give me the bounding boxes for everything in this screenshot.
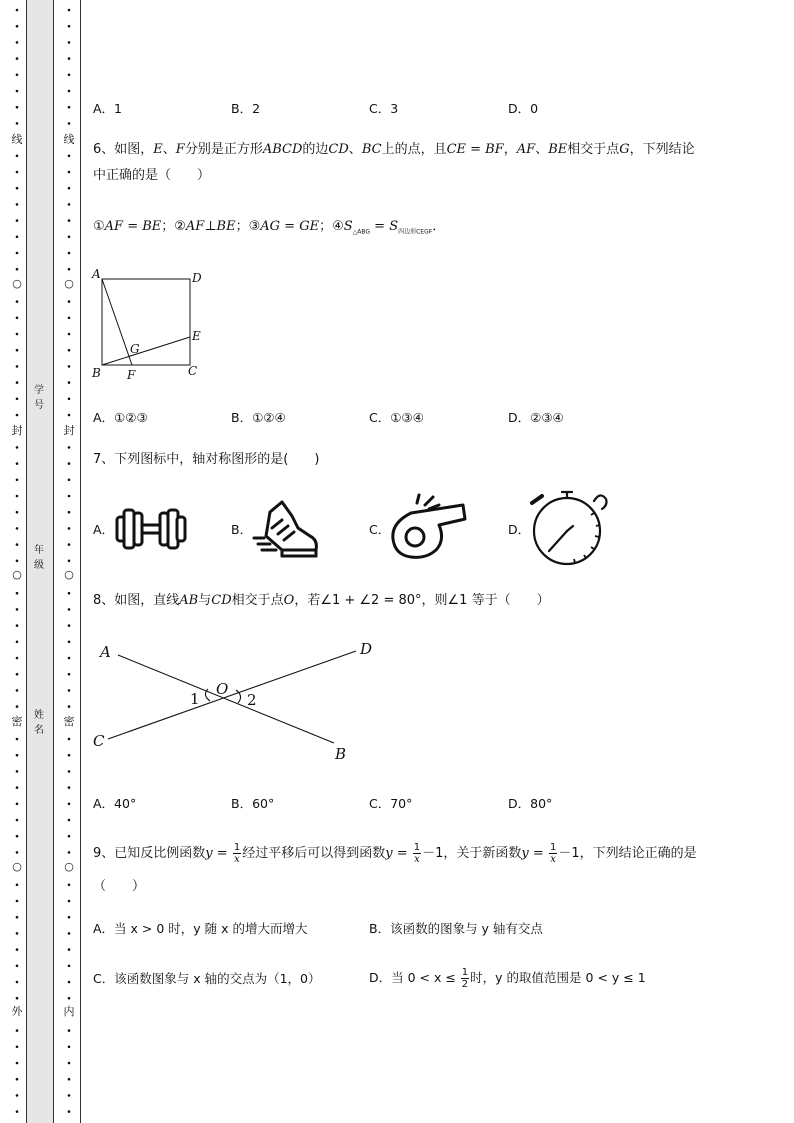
margin-dot [68,74,71,77]
margin-dot [16,608,19,611]
margin-dot [16,916,19,919]
margin-dot [68,835,71,838]
margin-dot [68,997,71,1000]
margin-dot [68,511,71,514]
margin-dot [16,624,19,627]
margin-dot [68,1094,71,1097]
q8-option-b: B．60° [231,796,275,811]
margin-dot [16,268,19,271]
segment-af [102,279,132,365]
margin-dot [16,317,19,320]
margin-dot [16,1029,19,1032]
margin-dot [68,624,71,627]
margin-dot [68,657,71,660]
margin-dot [68,462,71,465]
q6-square-figure [88,263,218,385]
margin-dot [16,641,19,644]
q9-option-a: A．当 x > 0 时，y 随 x 的增大而增大 [93,921,308,936]
q5-option-a: A．1 [93,101,123,116]
line-ab [118,655,334,743]
angle-1-arc [205,689,210,701]
margin-dot [16,1110,19,1113]
label-d: D [192,271,202,285]
margin-dot [68,333,71,336]
outer-circle-2: ○ [12,568,22,581]
q9-fraction-3: $\frac{1}{x}$ [549,842,557,865]
margin-dot [68,592,71,595]
margin-dot [16,527,19,530]
q6-option-d: D．②③④ [508,410,564,425]
margin-dot [16,155,19,158]
margin-dot [68,981,71,984]
label-d: D [360,640,373,658]
margin-dot [68,57,71,60]
q9-fraction-2: $\frac{1}{x}$ [413,842,421,865]
margin-dot [16,25,19,28]
margin-dot [68,884,71,887]
margin-dot [16,74,19,77]
margin-dot [16,835,19,838]
margin-dot [68,495,71,498]
margin-dot [68,381,71,384]
margin-dot [16,884,19,887]
margin-dot [68,300,71,303]
margin-dot [16,446,19,449]
margin-dot [68,738,71,741]
margin-dot [68,236,71,239]
margin-dot [68,673,71,676]
margin-dot [68,641,71,644]
q9-stem: 9、已知反比例函数y = $\frac{1}{x}$ 经过平移后可以得到函数y = $\frac{1}{x}$ －1，关于新函数y = $\frac{1}{x}$ －1，下列结论正确的是 [93,842,697,865]
margin-dot [16,495,19,498]
margin-dot [68,203,71,206]
stopwatch-icon [528,487,612,567]
label-a: A [100,643,111,661]
q6-option-c: C．①③④ [369,410,424,425]
margin-dot [16,300,19,303]
field-grade: 年级 [34,545,44,571]
margin-dot [16,948,19,951]
margin-dot [16,705,19,708]
margin-dot [16,965,19,968]
margin-dot [68,770,71,773]
q6-option-a: A．①②③ [93,410,148,425]
q6-conclusions: ①AF = BE；②AF⊥BE；③AG = GE；$④S_{\triangle ABG} = S_{四边形CEGF}$． [93,219,446,236]
q8-option-d: D．80° [508,796,553,811]
margin-dot [68,1046,71,1049]
margin-dot [16,9,19,12]
q9-option-b: B．该函数的图象与 y 轴有交点 [369,921,543,936]
margin-dot [68,122,71,125]
q6-option-b: B．①②④ [231,410,286,425]
margin-dot [68,819,71,822]
margin-dot [16,219,19,222]
margin-dot [68,689,71,692]
margin-dot [68,543,71,546]
margin-dot [16,738,19,741]
margin-dot [68,171,71,174]
margin-dot [16,754,19,757]
margin-dot [16,57,19,60]
label-b: B [92,366,101,380]
margin-dot [16,997,19,1000]
dumbbell-icon [113,506,189,552]
margin-dot [68,932,71,935]
margin-dot [16,349,19,352]
margin-dot [16,1062,19,1065]
margin-dot [16,333,19,336]
margin-dot [16,398,19,401]
label-f: F [127,368,136,382]
label-g: G [130,342,140,356]
running-shoe-icon [252,498,322,560]
margin-dot [68,479,71,482]
margin-dot [16,592,19,595]
margin-dot [68,9,71,12]
margin-dot [16,786,19,789]
margin-dot [68,803,71,806]
q9-option-d: D．当 0 < x ≤ $\frac{1}{2}$ 时，y 的取值范围是 0 < y ≤ 1 [369,967,646,990]
q7-stem: 7、下列图标中，轴对称图形的是( ) [93,452,320,467]
margin-dot [68,106,71,109]
margin-dot [16,511,19,514]
q8-stem: 8、如图，直线AB与CD相交于点O，若∠1 + ∠2 = 80°，则∠1 等于（ ） [93,593,550,608]
margin-dot [16,1046,19,1049]
margin-dot [16,106,19,109]
margin-dot [68,1110,71,1113]
label-c: C [188,364,198,378]
outer-circle-3: ○ [12,860,22,873]
margin-dot [68,608,71,611]
margin-dot [16,851,19,854]
q9-stem-line2: （ ） [93,879,146,894]
margin-dot [68,365,71,368]
label-e: E [192,329,201,343]
label-c: C [93,732,105,750]
outer-dot-column [10,0,24,1123]
q7-option-c: C． [369,522,391,537]
margin-dot [68,527,71,530]
margin-dot [68,754,71,757]
q5-option-d: D．0 [508,101,539,116]
field-student-number: 学号 [34,385,44,411]
label-a: A [92,267,101,281]
outer-mark-feng: 封 [11,424,23,437]
margin-dot [16,770,19,773]
label-o: O [216,680,229,698]
margin-dot [68,317,71,320]
margin-dot [16,171,19,174]
margin-dot [16,543,19,546]
margin-dot [68,41,71,44]
margin-dot [68,948,71,951]
q8-intersecting-lines-figure [88,635,388,770]
inner-dot-column [62,0,76,1123]
margin-dot [68,155,71,158]
margin-dot [68,851,71,854]
line-cd [108,651,356,739]
margin-dot [68,1078,71,1081]
margin-dot [16,819,19,822]
q6-stem-line2: 中正确的是（ ） [93,168,211,183]
inner-mark-mi: 密 [63,715,75,728]
margin-dot [68,916,71,919]
field-name: 姓名 [34,710,44,736]
label-angle-1: 1 [190,690,200,708]
inner-mark-feng: 封 [63,424,75,437]
binding-rule [80,0,81,1123]
margin-dot [16,932,19,935]
margin-dot [68,349,71,352]
margin-dot [68,252,71,255]
q6-stem: 6、如图，E、F分别是正方形ABCD的边CD、BC上的点，且CE = BF，AF、BE相交于点G，下列结论 [93,142,695,157]
q7-option-a: A． [93,522,115,537]
margin-dot [68,965,71,968]
inner-circle-3: ○ [64,860,74,873]
margin-dot [16,462,19,465]
margin-dot [68,414,71,417]
margin-dot [68,25,71,28]
margin-dot [16,187,19,190]
q8-option-c: C．70° [369,796,413,811]
margin-dot [16,1078,19,1081]
margin-dot [16,657,19,660]
whistle-icon [389,493,471,561]
margin-dot [16,414,19,417]
margin-dot [68,1029,71,1032]
margin-dot [16,203,19,206]
margin-dot [68,560,71,563]
square-abcd [102,279,190,365]
outer-mark-wai: 外 [11,1005,23,1018]
margin-dot [16,122,19,125]
margin-dot [16,689,19,692]
margin-dot [68,187,71,190]
margin-dot [16,560,19,563]
q5-option-b: B．2 [231,101,261,116]
margin-dot [68,90,71,93]
inner-mark-nei: 内 [63,1005,75,1018]
margin-dot [16,479,19,482]
margin-dot [16,900,19,903]
label-b: B [335,745,347,763]
margin-dot [16,381,19,384]
margin-dot [16,236,19,239]
outer-mark-mi: 密 [11,715,23,728]
margin-dot [16,803,19,806]
margin-dot [68,219,71,222]
margin-dot [16,1094,19,1097]
q7-option-d: D． [508,522,531,537]
margin-dot [16,981,19,984]
outer-mark-xian: 线 [11,133,23,146]
q5-option-c: C．3 [369,101,399,116]
margin-dot [68,705,71,708]
inner-mark-xian: 线 [63,133,75,146]
margin-dot [68,786,71,789]
margin-dot [16,252,19,255]
margin-dot [68,398,71,401]
q9-fraction-1: $\frac{1}{x}$ [233,842,241,865]
inner-circle-1: ○ [64,277,74,290]
margin-dot [68,900,71,903]
q7-option-b: B． [231,522,253,537]
label-angle-2: 2 [247,691,257,709]
margin-dot [68,268,71,271]
margin-dot [68,446,71,449]
segment-be [102,337,190,365]
q9-option-c: C．该函数图象与 x 轴的交点为（1，0） [93,971,321,986]
q8-option-a: A．40° [93,796,137,811]
margin-dot [16,365,19,368]
margin-dot [16,41,19,44]
margin-dot [16,673,19,676]
margin-dot [68,1062,71,1065]
outer-circle-1: ○ [12,277,22,290]
inner-circle-2: ○ [64,568,74,581]
q9-fraction-half: $\frac{1}{2}$ [461,967,469,990]
margin-dot [16,90,19,93]
